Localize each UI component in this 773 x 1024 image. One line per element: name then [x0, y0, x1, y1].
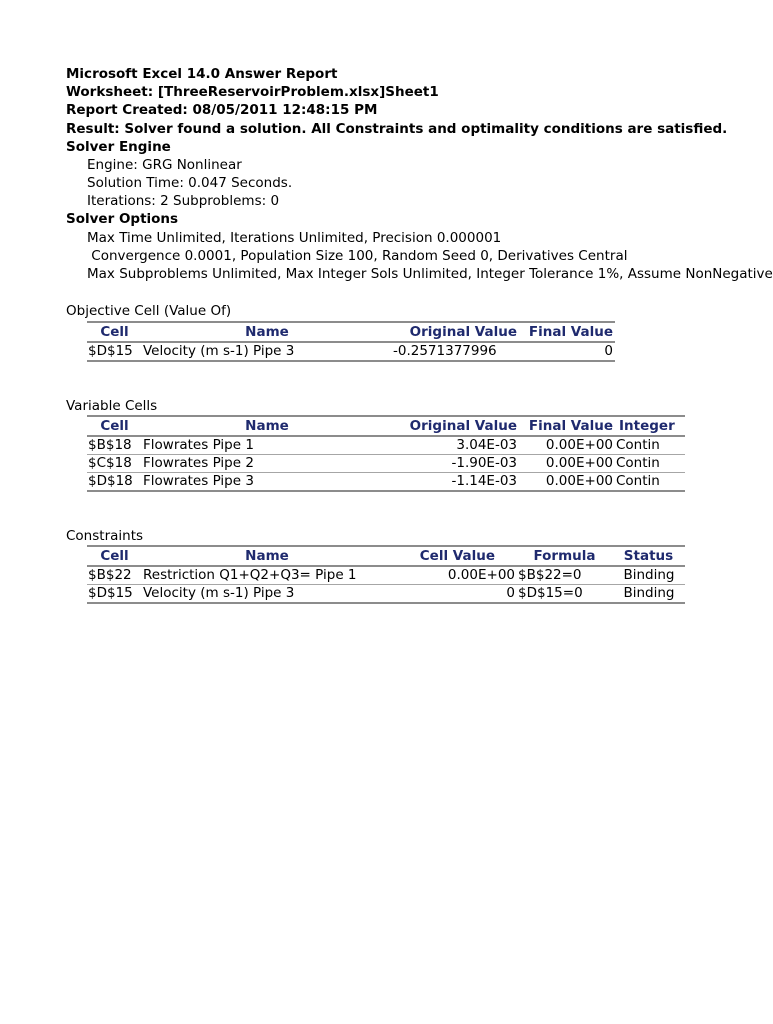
options-line-1: Max Time Unlimited, Iterations Unlimited, Precision 0.000001	[87, 230, 502, 246]
original-value: 3.04E-03	[392, 436, 519, 455]
objective-section-title: Objective Cell (Value Of)	[66, 303, 232, 319]
col-header-integer: Integer	[615, 416, 685, 436]
cell-ref: $C$18	[87, 455, 142, 473]
col-header-final-value: Final Value	[519, 416, 615, 436]
original-value: -0.2571377996	[392, 342, 519, 361]
col-header-cell-value: Cell Value	[392, 546, 517, 566]
options-line-2: Convergence 0.0001, Population Size 100, Random Seed 0, Derivatives Central	[87, 248, 628, 264]
formula: $B$22=0	[517, 566, 612, 585]
integer-type: Contin	[615, 455, 685, 473]
variables-section-title: Variable Cells	[66, 398, 158, 414]
options-line-3: Max Subproblems Unlimited, Max Integer Sols Unlimited, Integer Tolerance 1%, Assume NonNegative	[87, 266, 773, 282]
original-value: -1.14E-03	[392, 473, 519, 492]
col-header-original-value: Original Value	[392, 416, 519, 436]
objective-table	[87, 321, 615, 362]
solution-time-line: Solution Time: 0.047 Seconds.	[87, 175, 293, 191]
result-line: Result: Solver found a solution. All Constraints and optimality conditions are satisfied.	[66, 121, 728, 137]
col-header-final-value: Final Value	[519, 322, 615, 342]
cell-value: 0	[392, 585, 517, 604]
worksheet-line: Worksheet: [ThreeReservoirProblem.xlsx]Sheet1	[66, 84, 439, 100]
col-header-cell: Cell	[87, 546, 142, 566]
table-row	[87, 455, 685, 473]
cell-ref: $D$18	[87, 473, 142, 492]
variables-table	[87, 415, 685, 492]
table-row	[87, 342, 615, 361]
final-value: 0.00E+00	[519, 473, 615, 492]
integer-type: Contin	[615, 436, 685, 455]
solver-options-heading: Solver Options	[66, 211, 179, 227]
cell-ref: $D$15	[87, 342, 142, 361]
status: Binding	[612, 566, 685, 585]
variables-header-row	[87, 416, 685, 436]
table-row	[87, 585, 685, 604]
formula: $D$15=0	[517, 585, 612, 604]
col-header-name: Name	[142, 546, 392, 566]
status: Binding	[612, 585, 685, 604]
constraints-table	[87, 545, 685, 604]
cell-ref: $B$22	[87, 566, 142, 585]
cell-ref: $B$18	[87, 436, 142, 455]
table-row	[87, 473, 685, 492]
cell-name: Velocity (m s-1) Pipe 3	[142, 585, 392, 604]
table-row	[87, 436, 685, 455]
final-value: 0.00E+00	[519, 455, 615, 473]
report-created-line: Report Created: 08/05/2011 12:48:15 PM	[66, 102, 378, 118]
objective-header-row	[87, 322, 615, 342]
report-title: Microsoft Excel 14.0 Answer Report	[66, 66, 338, 82]
cell-name: Velocity (m s-1) Pipe 3	[142, 342, 392, 361]
integer-type: Contin	[615, 473, 685, 492]
constraints-header-row	[87, 546, 685, 566]
solver-engine-heading: Solver Engine	[66, 139, 171, 155]
constraints-section-title: Constraints	[66, 528, 144, 544]
cell-name: Flowrates Pipe 1	[142, 436, 392, 455]
cell-name: Restriction Q1+Q2+Q3= Pipe 1	[142, 566, 392, 585]
final-value: 0	[519, 342, 615, 361]
final-value: 0.00E+00	[519, 436, 615, 455]
iterations-line: Iterations: 2 Subproblems: 0	[87, 193, 280, 209]
col-header-status: Status	[612, 546, 685, 566]
col-header-name: Name	[142, 416, 392, 436]
original-value: -1.90E-03	[392, 455, 519, 473]
cell-ref: $D$15	[87, 585, 142, 604]
col-header-formula: Formula	[517, 546, 612, 566]
col-header-cell: Cell	[87, 322, 142, 342]
cell-name: Flowrates Pipe 2	[142, 455, 392, 473]
col-header-cell: Cell	[87, 416, 142, 436]
col-header-original-value: Original Value	[392, 322, 519, 342]
engine-line: Engine: GRG Nonlinear	[87, 157, 242, 173]
col-header-name: Name	[142, 322, 392, 342]
cell-value: 0.00E+00	[392, 566, 517, 585]
table-row	[87, 566, 685, 585]
cell-name: Flowrates Pipe 3	[142, 473, 392, 492]
